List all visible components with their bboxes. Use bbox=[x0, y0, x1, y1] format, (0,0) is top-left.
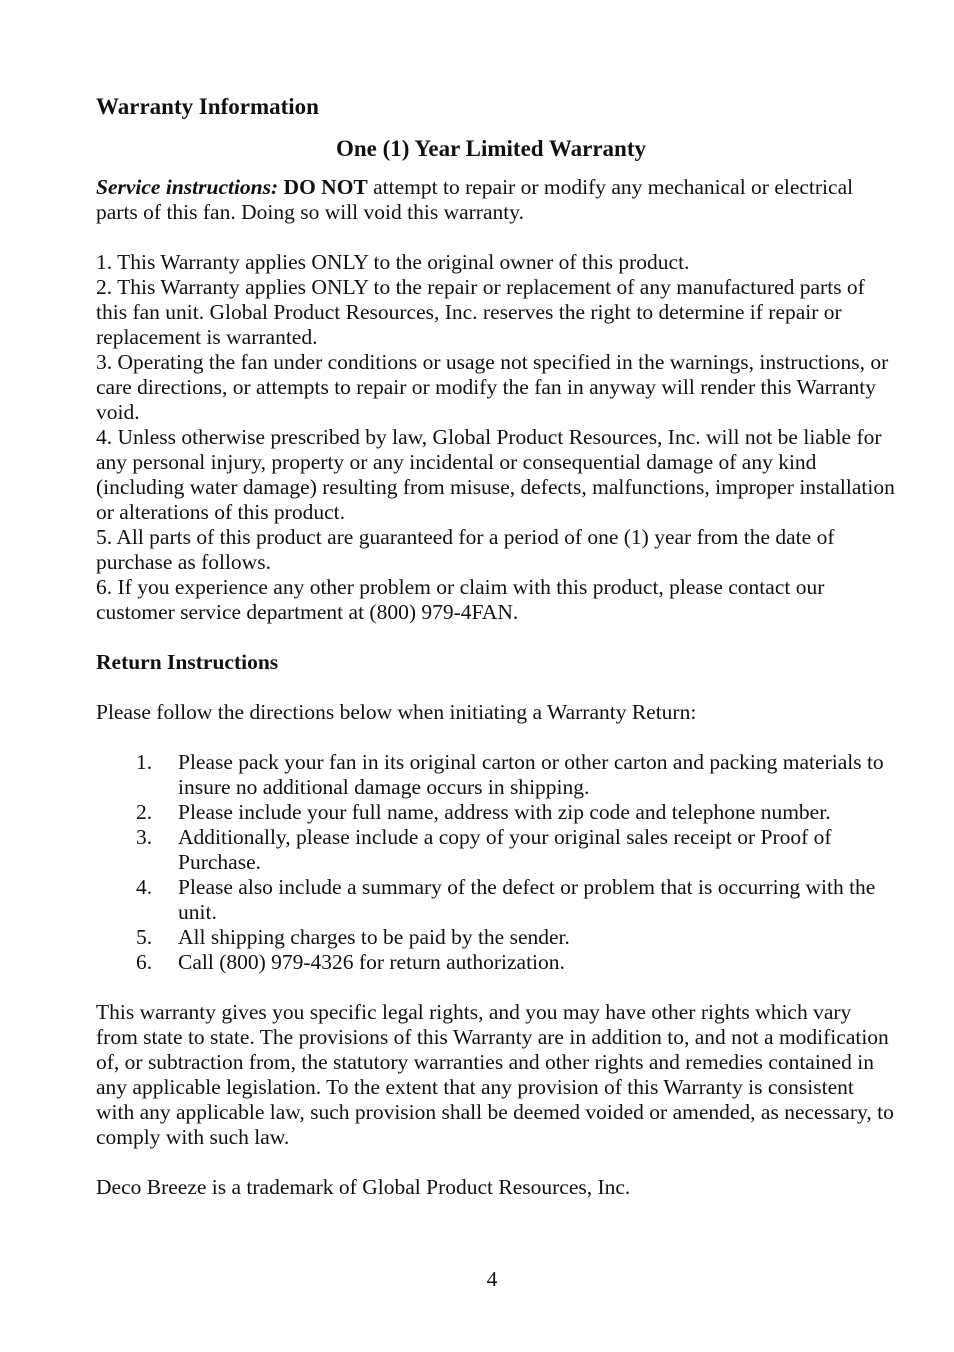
service-instructions-label: Service instructions: bbox=[96, 175, 279, 199]
step-text: Please also include a summary of the defect or problem that is occurring with the unit. bbox=[178, 875, 876, 924]
step-number: 4. bbox=[136, 875, 153, 899]
warranty-term: 4. Unless otherwise prescribed by law, Global Product Resources, Inc. will not be liable for any personal injury, property or any incidental or consequential damage of any kind (including water damage) resulting from misuse, defects, malfunctions, improper installation or alterations of this product. bbox=[96, 425, 895, 524]
step-number: 2. bbox=[136, 800, 153, 824]
list-item bbox=[96, 750, 896, 800]
return-intro: Please follow the directions below when initiating a Warranty Return: bbox=[96, 700, 697, 724]
step-number: 5. bbox=[136, 925, 153, 949]
spacer bbox=[96, 225, 896, 250]
warranty-subtitle: One (1) Year Limited Warranty bbox=[335, 136, 647, 161]
warranty-term: 2. This Warranty applies ONLY to the repair or replacement of any manufactured parts of this fan unit. Global Product Resources, Inc. reserves the right to determine if repair or replacement is warranted. bbox=[96, 275, 865, 349]
trademark-notice: Deco Breeze is a trademark of Global Product Resources, Inc. bbox=[96, 1175, 631, 1199]
document-page bbox=[96, 92, 896, 1200]
page-heading: Warranty Information bbox=[96, 94, 319, 119]
return-instructions-heading: Return Instructions bbox=[96, 650, 279, 674]
warranty-term: 6. If you experience any other problem or claim with this product, please contact our customer service department at (800) 979-4FAN. bbox=[96, 575, 825, 624]
spacer bbox=[96, 975, 896, 1000]
step-number: 6. bbox=[136, 950, 153, 974]
step-number: 3. bbox=[136, 825, 153, 849]
warranty-term: 3. Operating the fan under conditions or usage not specified in the warnings, instructions, or care directions, or attempts to repair or modify the fan in anyway will render this Warranty void. bbox=[96, 350, 889, 424]
warranty-terms bbox=[96, 250, 896, 625]
warranty-term: 1. This Warranty applies ONLY to the original owner of this product. bbox=[96, 250, 690, 274]
step-text: Additionally, please include a copy of your original sales receipt or Proof of Purchase. bbox=[178, 825, 832, 874]
list-item bbox=[96, 825, 896, 875]
step-text: Please include your full name, address with zip code and telephone number. bbox=[178, 800, 831, 824]
list-item bbox=[96, 925, 896, 950]
step-text: Please pack your fan in its original carton or other carton and packing materials to insure no additional damage occurs in shipping. bbox=[178, 750, 884, 799]
return-steps-list bbox=[96, 750, 896, 975]
page-number: 4 bbox=[486, 1267, 498, 1291]
step-text: Call (800) 979-4326 for return authorization. bbox=[178, 950, 565, 974]
list-item bbox=[96, 875, 896, 925]
spacer bbox=[96, 725, 896, 750]
step-number: 1. bbox=[136, 750, 153, 774]
service-instructions bbox=[96, 175, 896, 225]
warranty-term: 5. All parts of this product are guaranteed for a period of one (1) year from the date of purchase as follows. bbox=[96, 525, 835, 574]
spacer bbox=[96, 1150, 896, 1175]
do-not-emphasis: DO NOT bbox=[283, 175, 368, 199]
list-item bbox=[96, 800, 896, 825]
spacer bbox=[96, 675, 896, 700]
spacer bbox=[96, 625, 896, 650]
service-instructions-text: attempt to repair or modify any mechanical or electrical parts of this fan. Doing so will void this warranty. bbox=[96, 175, 854, 224]
step-text: All shipping charges to be paid by the sender. bbox=[178, 925, 570, 949]
legal-rights-paragraph: This warranty gives you specific legal rights, and you may have other rights which vary from state to state. The provisions of this Warranty are in addition to, and not a modification of, or subtraction from, the statutory warranties and other rights and remedies contained in any applicable legislation. To the extent that any provision of this Warranty is consistent with any applicable law, such provision shall be deemed voided or amended, as necessary, to comply with such law. bbox=[96, 1000, 894, 1149]
list-item bbox=[96, 950, 896, 975]
